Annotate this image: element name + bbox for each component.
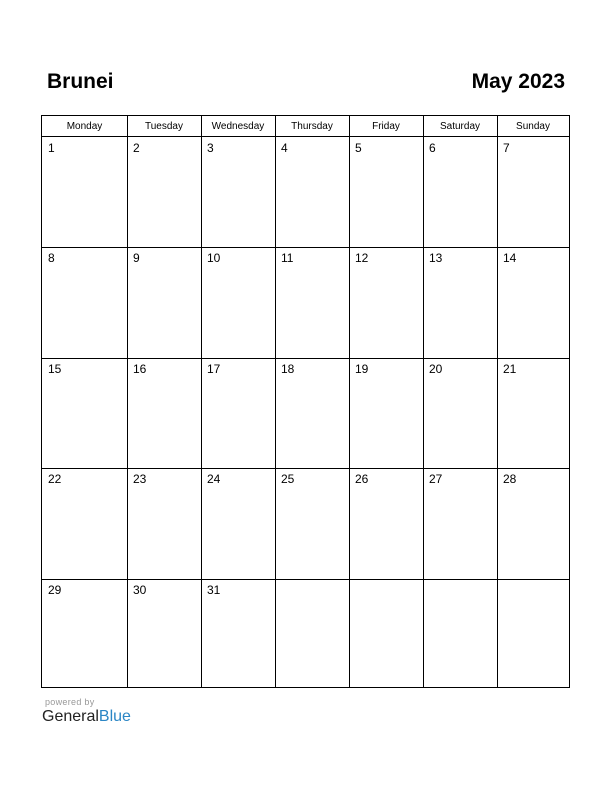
day-number: 23 (133, 472, 147, 487)
day-number: 18 (281, 361, 295, 376)
grid-divider (497, 116, 498, 687)
day-number: 24 (207, 472, 221, 487)
calendar-country: Brunei (47, 70, 114, 93)
day-cell[interactable] (201, 137, 275, 247)
grid-divider (275, 116, 276, 687)
weekday-header: Thursday (291, 121, 333, 132)
day-cell[interactable] (349, 468, 423, 578)
day-number: 1 (48, 141, 55, 155)
day-number: 13 (429, 251, 443, 266)
day-cell[interactable] (42, 579, 127, 689)
day-number: 2 (133, 141, 140, 155)
day-number: 4 (281, 141, 288, 155)
day-number: 25 (281, 472, 295, 487)
day-number: 10 (207, 251, 221, 266)
day-number: 17 (207, 361, 221, 376)
weekday-header: Monday (66, 121, 103, 132)
calendar-month: May 2023 (471, 70, 565, 93)
day-number: 20 (429, 361, 443, 376)
day-number: 9 (133, 251, 140, 266)
day-number: 19 (355, 361, 369, 376)
day-cell[interactable] (275, 247, 349, 357)
weekday-header-row (42, 116, 569, 137)
week-row (42, 468, 569, 578)
week-row (42, 137, 569, 247)
day-cell[interactable] (423, 468, 497, 578)
day-cell[interactable] (275, 137, 349, 247)
day-cell[interactable] (127, 358, 201, 468)
weekday-header: Sunday (516, 121, 550, 132)
day-cell[interactable] (127, 247, 201, 357)
day-cell[interactable] (349, 137, 423, 247)
day-cell[interactable] (201, 579, 275, 689)
day-number: 29 (48, 582, 62, 597)
weekday-header: Tuesday (145, 121, 183, 132)
day-number: 22 (48, 472, 62, 487)
day-number: 31 (207, 582, 221, 597)
week-row (42, 247, 569, 357)
day-number: 6 (429, 141, 436, 155)
day-cell[interactable] (423, 358, 497, 468)
day-cell[interactable] (201, 468, 275, 578)
day-number: 12 (355, 251, 369, 266)
day-cell[interactable] (201, 358, 275, 468)
day-cell[interactable] (275, 579, 349, 689)
day-number: 11 (281, 251, 294, 266)
day-cell[interactable] (42, 247, 127, 357)
day-cell[interactable] (275, 358, 349, 468)
day-cell[interactable] (127, 468, 201, 578)
day-cell[interactable] (497, 137, 569, 247)
day-cell[interactable] (349, 579, 423, 689)
grid-divider (349, 116, 350, 687)
day-number: 30 (133, 582, 147, 597)
week-row (42, 358, 569, 468)
day-cell[interactable] (497, 358, 569, 468)
day-cell[interactable] (42, 358, 127, 468)
grid-divider (423, 116, 424, 687)
day-number: 8 (48, 251, 55, 266)
generalblue-logo[interactable] (42, 708, 131, 726)
brand-blue-text: Blue (98, 708, 131, 725)
weekday-header: Wednesday (211, 121, 265, 132)
powered-by-label: powered by (45, 697, 95, 707)
day-cell[interactable] (423, 579, 497, 689)
day-number: 27 (429, 472, 443, 487)
day-cell[interactable] (42, 137, 127, 247)
day-cell[interactable] (349, 247, 423, 357)
day-cell[interactable] (497, 468, 569, 578)
day-number: 5 (355, 141, 362, 155)
day-number: 3 (207, 141, 214, 155)
day-cell[interactable] (497, 579, 569, 689)
grid-divider (127, 116, 128, 687)
day-cell[interactable] (349, 358, 423, 468)
week-row (42, 579, 569, 689)
weekday-header: Friday (372, 121, 400, 132)
grid-divider (201, 116, 202, 687)
day-cell[interactable] (423, 137, 497, 247)
day-cell[interactable] (497, 247, 569, 357)
brand-general-text: General (42, 708, 99, 725)
day-cell[interactable] (127, 137, 201, 247)
day-cell[interactable] (423, 247, 497, 357)
day-number: 26 (355, 472, 369, 487)
day-number: 16 (133, 361, 147, 376)
day-cell[interactable] (42, 468, 127, 578)
weekday-header: Saturday (439, 121, 481, 132)
day-number: 14 (503, 251, 517, 266)
day-cell[interactable] (127, 579, 201, 689)
day-cell[interactable] (201, 247, 275, 357)
day-number: 28 (503, 472, 517, 487)
calendar-grid (41, 115, 570, 688)
day-number: 21 (503, 361, 517, 376)
day-number: 7 (503, 141, 510, 155)
day-number: 15 (48, 361, 62, 376)
day-cell[interactable] (275, 468, 349, 578)
